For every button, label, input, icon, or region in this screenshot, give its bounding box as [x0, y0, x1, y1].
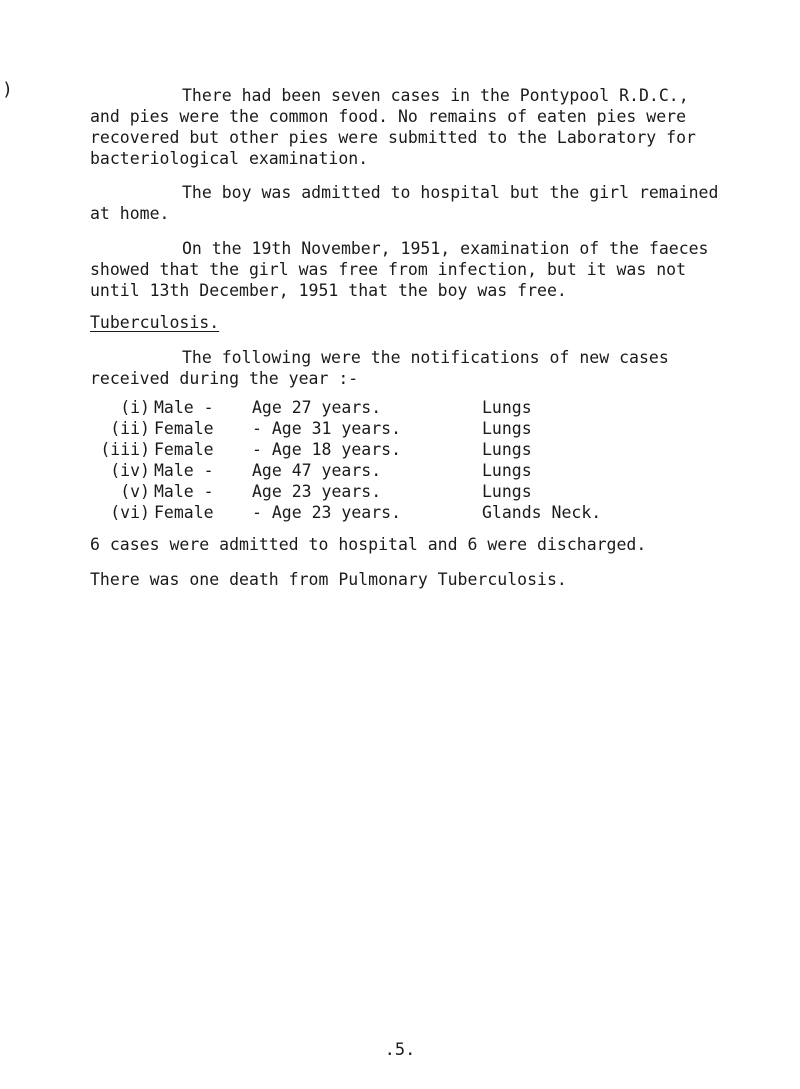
case-age: Age 23 years. [252, 482, 382, 501]
text-line: The following were the notifications of new cases [182, 348, 669, 367]
text-line: There had been seven cases in the Pontypool R.D.C., [182, 86, 689, 105]
case-number: (ii) [110, 419, 150, 438]
case-sex: Female [154, 440, 214, 459]
margin-mark: ) [2, 79, 13, 100]
case-age: - Age 18 years. [252, 440, 402, 459]
case-age: Age 47 years. [252, 461, 382, 480]
text-line: received during the year :- [90, 369, 359, 388]
case-sex: Female [154, 503, 214, 522]
page-number: .5. [384, 1040, 416, 1060]
case-sex: Male - [154, 461, 214, 480]
text-line: The boy was admitted to hospital but the girl remained [182, 183, 719, 202]
case-site: Lungs [482, 419, 532, 438]
case-site: Lungs [482, 461, 532, 480]
case-row [100, 398, 532, 418]
case-site: Lungs [482, 398, 532, 417]
case-row [100, 503, 602, 523]
case-sex: Male - [154, 482, 214, 501]
text-line: and pies were the common food. No remains of eaten pies were [90, 107, 687, 126]
case-row [100, 440, 532, 460]
section-heading: Tuberculosis. [90, 313, 220, 332]
text-line: bacteriological examination. [90, 149, 369, 168]
summary-admitted: 6 cases were admitted to hospital and 6 were discharged. [90, 535, 647, 554]
text-line: On the 19th November, 1951, examination of the faeces [182, 239, 709, 258]
summary-death: There was one death from Pulmonary Tuberculosis. [90, 570, 567, 589]
case-age: - Age 31 years. [252, 419, 402, 438]
text-line: at home. [90, 204, 170, 223]
case-number: (i) [120, 398, 150, 417]
case-site: Glands Neck. [482, 503, 602, 522]
case-row [100, 461, 532, 481]
case-site: Lungs [482, 440, 532, 459]
case-number: (iii) [100, 440, 150, 459]
case-number: (v) [120, 482, 150, 501]
text-line: recovered but other pies were submitted to the Laboratory for [90, 128, 696, 147]
case-site: Lungs [482, 482, 532, 501]
text-line: showed that the girl was free from infection, but it was not [90, 260, 687, 279]
case-row [100, 419, 532, 439]
case-sex: Male - [154, 398, 214, 417]
case-number: (vi) [110, 503, 150, 522]
case-age: - Age 23 years. [252, 503, 402, 522]
text-line: until 13th December, 1951 that the boy was free. [90, 281, 567, 300]
case-sex: Female [154, 419, 214, 438]
case-age: Age 27 years. [252, 398, 382, 417]
case-row [100, 482, 532, 502]
case-number: (iv) [110, 461, 150, 480]
